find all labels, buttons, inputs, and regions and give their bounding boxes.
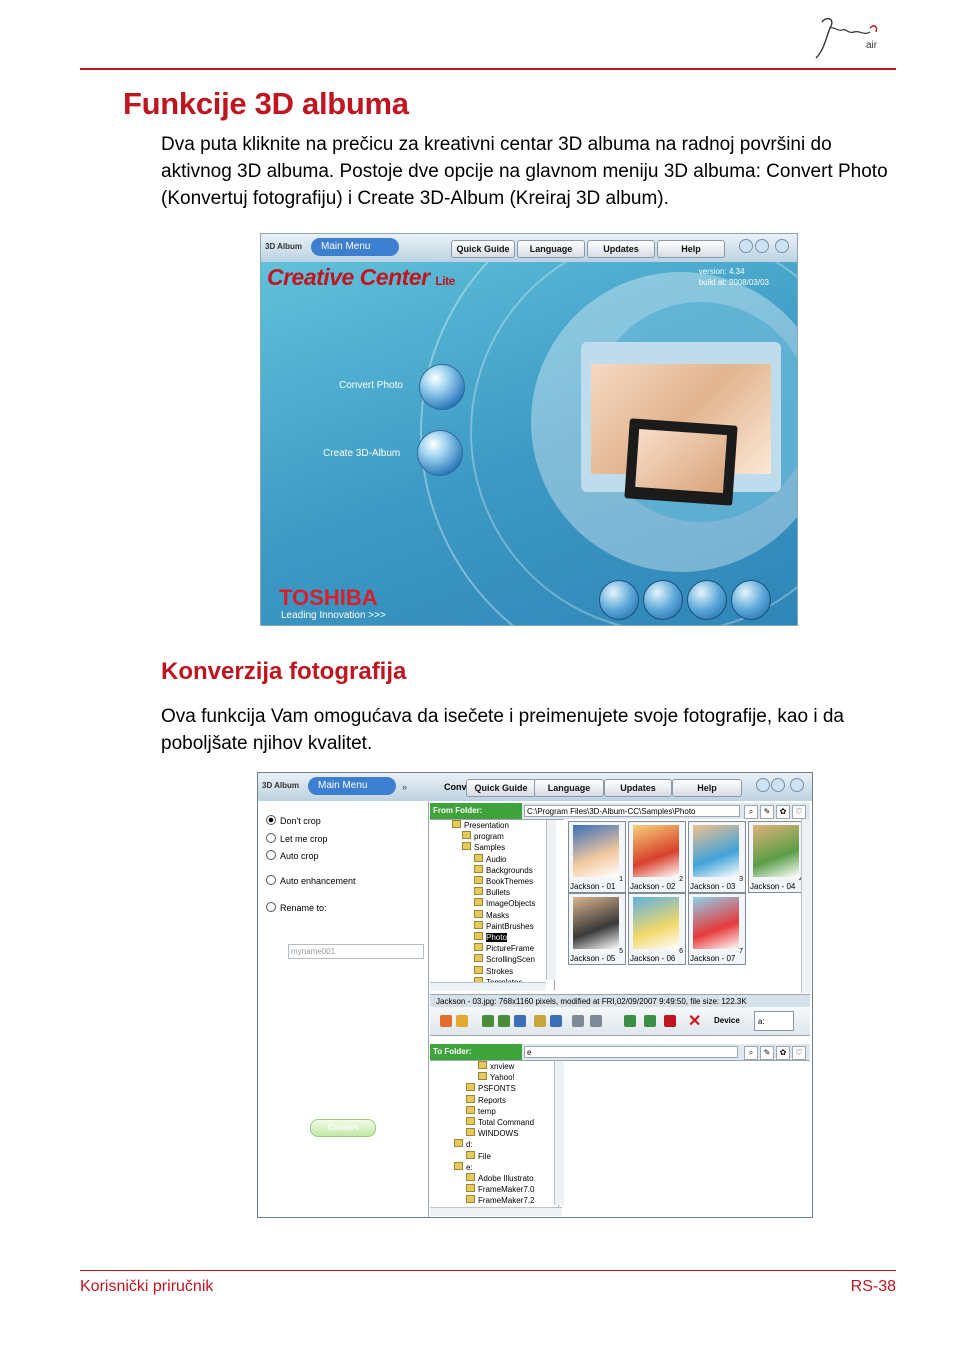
options-panel [258,801,429,1217]
tree-item[interactable] [430,1139,558,1150]
thumbnail-image [573,897,619,949]
tree-item-label: PSFONTS [478,1084,516,1094]
photo-thumbnail[interactable] [628,893,686,965]
tree-item-label: Total Command [478,1118,535,1128]
radio-icon[interactable] [266,875,276,885]
thumbnail-image [693,897,739,949]
tree-item[interactable] [430,1173,558,1184]
logo-sub-text: air [866,40,878,51]
title-bar [258,773,812,801]
folder-icon [474,854,483,862]
move-icon[interactable] [498,1015,510,1027]
to-folder-bar [430,1044,810,1061]
tree-item[interactable] [430,1095,558,1106]
option-label: Auto crop [280,851,319,861]
tagline: Leading Innovation >>> [281,610,386,621]
option-rename-to[interactable] [266,902,327,913]
thumb-scrollbar[interactable] [801,819,811,993]
thumbnail-image [753,825,799,877]
tree-item[interactable] [430,1072,558,1083]
folder-icon [474,954,483,962]
tree-item-label: BookThemes [486,877,534,887]
tree-item[interactable] [430,1128,558,1139]
to-folder-path[interactable]: e [524,1046,738,1058]
tree-item-label: Audio [486,854,507,864]
minimize-icon[interactable] [739,239,753,253]
folder-icon [462,842,471,850]
thumbnail-label: Jackson - 07 [690,954,736,963]
rename-icon[interactable] [456,1015,468,1027]
thumbnail-image [693,825,739,877]
delete-icon[interactable]: ✕ [688,1013,702,1030]
maximize-icon[interactable] [771,778,785,792]
favorite-icon[interactable]: ♡ [792,1046,806,1060]
app-badge: 3D Album [265,242,303,251]
edit-icon[interactable]: ✎ [760,805,774,819]
footer-left: Korisnički priručnik [80,1278,214,1295]
people-icon[interactable] [440,1015,452,1027]
minimize-icon[interactable] [756,778,770,792]
file-status-bar: Jackson - 03.jpg: 768x1160 pixels, modified at FRI,02/09/2007 9:49:50, file size: 122.3K [430,994,810,1007]
radio-icon[interactable] [266,850,276,860]
folder-icon [474,898,483,906]
tree-item-label: Yahoo! [490,1073,515,1083]
bookmark-icon[interactable] [534,1015,546,1027]
sort-icon[interactable] [514,1015,526,1027]
quick-guide-button[interactable]: Quick Guide [451,240,515,258]
tree-item[interactable] [430,854,554,865]
folder-icon [462,831,471,839]
to-folder-tools [744,1046,806,1060]
tree-item[interactable] [430,966,554,977]
tree-item[interactable] [430,932,554,943]
tree-item-label: PictureFrame [486,944,535,954]
photo-thumbnail[interactable] [688,893,746,965]
folder-icon [474,887,483,895]
tree-item[interactable] [430,876,554,887]
thumbnail-grid [564,819,810,993]
from-folder-tree [430,820,555,990]
footer-rule [80,1270,896,1271]
help-button[interactable]: Help [672,779,742,797]
folder-icon [474,865,483,873]
tree-item[interactable] [430,898,554,909]
thumbnail-number: 6 [679,948,683,955]
people-icon[interactable] [687,580,727,620]
rename-input[interactable]: myname001 [288,944,424,959]
photo-thumbnail[interactable] [628,821,686,893]
tree-item-label: Adobe Illustrato [478,1174,534,1184]
footer-page-number: RS-38 [850,1278,896,1295]
title-bar [261,234,797,262]
thumbnail-label: Jackson - 04 [750,882,796,891]
thumbnail-label: Jackson - 05 [570,954,616,963]
photo-thumbnail[interactable] [688,821,746,893]
folder-icon [474,876,483,884]
intro-paragraph: Dva puta kliknite na prečicu za kreativni centar 3D albuma na radnoj površini do aktivnog 3D albuma. Postoje dve opcije na glavnom meniju 3D albuma: Convert Photo (Konvertuj fotografiju) i Create 3D-Album (Kreiraj 3D album). [161,134,888,209]
radio-icon[interactable] [266,902,276,912]
build-text: build at: 2008/03/03 [698,278,769,287]
folder-icon [474,921,483,929]
radio-icon[interactable] [266,833,276,843]
tree-item[interactable] [430,921,554,932]
tree-item[interactable] [430,954,554,965]
thumbnail-number: 5 [619,948,623,955]
folder-icon [478,1061,487,1069]
photo-thumbnail[interactable] [568,893,626,965]
tree-item[interactable] [430,842,554,853]
convert-tab-label[interactable]: Conv [444,782,467,792]
radio-checked-icon[interactable] [266,815,276,825]
favorite-icon[interactable]: ♡ [792,805,806,819]
tree-item-label: Reports [478,1095,507,1105]
search-icon[interactable]: ⌕ [744,805,758,819]
create-album-icon[interactable] [417,430,463,476]
folder-icon [452,820,461,828]
folder-icon [466,1117,475,1125]
photo-thumbnail[interactable] [748,821,806,893]
thumbnail-image [633,825,679,877]
tree-item-label: ScrollingScen [486,955,535,965]
home-icon[interactable] [599,580,639,620]
thumbnail-label: Jackson - 06 [630,954,676,963]
folder-icon [466,1128,475,1136]
folder-icon [474,943,483,951]
tree-item-label: FrameMaker7.0 [478,1185,535,1195]
framed-photo [635,429,727,493]
to-folder-contents [568,1063,810,1217]
creative-center-lite: Lite [435,274,455,288]
folder-icon [466,1173,475,1181]
thumbnail-image [633,897,679,949]
folder-icon [474,910,483,918]
copy-icon[interactable] [482,1015,494,1027]
tree-item[interactable] [430,943,554,954]
photo-frame [624,418,737,505]
language-button[interactable]: Language [517,240,585,258]
help-button[interactable]: Help [657,240,725,258]
device-selector[interactable]: a: [754,1011,794,1031]
folder-icon [478,1072,487,1080]
create-album-label[interactable]: Create 3D-Album [323,448,401,459]
thumbnail-label: Jackson - 02 [630,882,676,891]
breadcrumb-arrow-icon: » [402,782,408,792]
tree-item-label: WINDOWS [478,1129,519,1139]
folder-icon [474,966,483,974]
folder-icon [466,1151,475,1159]
tree-item[interactable] [430,1195,558,1206]
option-label: Auto enhancement [280,876,356,886]
tree-item-label: Presentation [464,821,509,830]
thumbnail-label: Jackson - 01 [570,882,616,891]
option-label: Rename to: [280,903,327,913]
tree-item-label: e: [466,1162,473,1172]
gallery-icon[interactable] [731,580,771,620]
thumbnail-number: 2 [679,876,683,883]
option-auto-crop[interactable] [266,850,319,861]
tree-item[interactable] [430,865,554,876]
print-icon[interactable] [572,1015,584,1027]
quick-guide-button[interactable]: Quick Guide [466,779,536,797]
search-icon[interactable]: ⌕ [744,1046,758,1060]
tree-item[interactable] [430,1162,558,1173]
folder-icon [454,1162,463,1170]
tree-item[interactable] [430,1184,558,1195]
tree-item[interactable] [430,887,554,898]
creative-center-screenshot [260,233,798,626]
paint-icon[interactable]: ✿ [776,805,790,819]
from-folder-tools [744,805,806,819]
tree-item-label: Samples [474,843,506,853]
folder-icon [466,1195,475,1203]
tree-item-label: d: [466,1140,473,1150]
thumbnail-number: 1 [619,876,623,883]
main-menu-button[interactable]: Main Menu [311,238,399,256]
updates-button[interactable]: Updates [587,240,655,258]
tree-item[interactable] [430,1083,558,1094]
convert-photo-label[interactable]: Convert Photo [339,380,403,391]
from-tree-scrollbar[interactable] [546,820,556,980]
device-label: Device [714,1016,740,1025]
convert-button[interactable]: Convert [310,1119,376,1137]
from-tree-hscrollbar[interactable] [430,982,546,991]
close-icon[interactable] [775,239,789,253]
redo-icon[interactable] [644,1015,656,1027]
section-title-conversion: Konverzija fotografija [161,658,407,685]
tree-item-label: File [478,1151,491,1161]
tree-item-label: Strokes [486,966,514,976]
undo-icon[interactable] [624,1015,636,1027]
version-text: version: 4.34 [698,267,745,276]
tree-item-label: Bullets [486,888,511,898]
folder-icon [474,932,483,940]
option-label: Let me crop [280,834,328,844]
convert-tab-icon [424,779,446,793]
tree-item-label: temp [478,1106,496,1116]
toshiba-logo: TOSHIBA [279,585,378,610]
option-label: Don't crop [280,816,321,826]
edit-toolbar [430,1007,810,1036]
to-tree-hscrollbar[interactable] [430,1207,562,1216]
to-folder-tree [430,1061,559,1207]
thumbnail-label: Jackson - 03 [690,882,736,891]
from-folder-label: From Folder: [430,803,522,819]
journe-air-logo [808,14,898,64]
folder-icon [466,1083,475,1091]
thumbnail-number: 3 [739,876,743,883]
to-tree-scrollbar[interactable] [554,1061,564,1205]
from-folder-path[interactable]: C:\Program Files\3D-Album-CC\Samples\Photo [524,805,740,817]
folder-icon [466,1184,475,1192]
photo-thumbnail[interactable] [568,821,626,893]
option-let-me-crop[interactable] [266,833,328,844]
option-auto-enhancement[interactable] [266,875,356,886]
tree-item-label: FrameMaker7.2 [478,1196,535,1206]
to-folder-label: To Folder: [430,1044,522,1060]
updates-button[interactable]: Updates [604,779,672,797]
creative-center-name: Creative Center [267,264,430,290]
tree-item-label: PaintBrushes [486,921,534,931]
tree-item[interactable] [430,820,554,831]
main-menu-button[interactable]: Main Menu [308,777,396,795]
album-icon[interactable] [643,580,683,620]
thumbnail-image [573,825,619,877]
close-icon[interactable] [790,778,804,792]
tree-item-label: program [474,832,504,842]
folder-icon [454,1139,463,1147]
page-title: Funkcije 3D albuma [123,86,409,121]
header-rule [80,68,896,70]
tree-item-label: Photo [486,933,507,943]
tree-item[interactable] [430,1151,558,1162]
edit-icon[interactable]: ✎ [760,1046,774,1060]
paint-icon[interactable]: ✿ [776,1046,790,1060]
folder-icon [466,1106,475,1114]
thumbnail-number: 7 [739,948,743,955]
tree-item-label: xnview [490,1062,515,1071]
check-icon[interactable] [664,1015,676,1027]
folder-icon [466,1095,475,1103]
tree-item[interactable] [430,831,554,842]
convert-photo-icon[interactable] [419,364,465,410]
tree-item[interactable] [430,910,554,921]
convert-photo-screenshot [257,772,813,1218]
maximize-icon[interactable] [755,239,769,253]
rotate-icon[interactable] [550,1015,562,1027]
from-folder-bar [430,803,810,820]
tree-item-label: Backgrounds [486,865,533,875]
section-paragraph-conversion: Ova funkcija Vam omogućava da isečete i preimenujete svoje fotografije, kao i da poboljšate njihov kvalitet. [161,706,844,754]
option-dont-crop[interactable] [266,815,321,826]
scanner-icon[interactable] [590,1015,602,1027]
app-badge: 3D Album [262,781,300,790]
tree-item[interactable] [430,1106,558,1117]
tree-item-label: Masks [486,910,510,920]
language-button[interactable]: Language [534,779,604,797]
tree-item-label: ImageObjects [486,899,536,909]
tree-item[interactable] [430,1117,558,1128]
tree-item[interactable] [430,1061,558,1072]
